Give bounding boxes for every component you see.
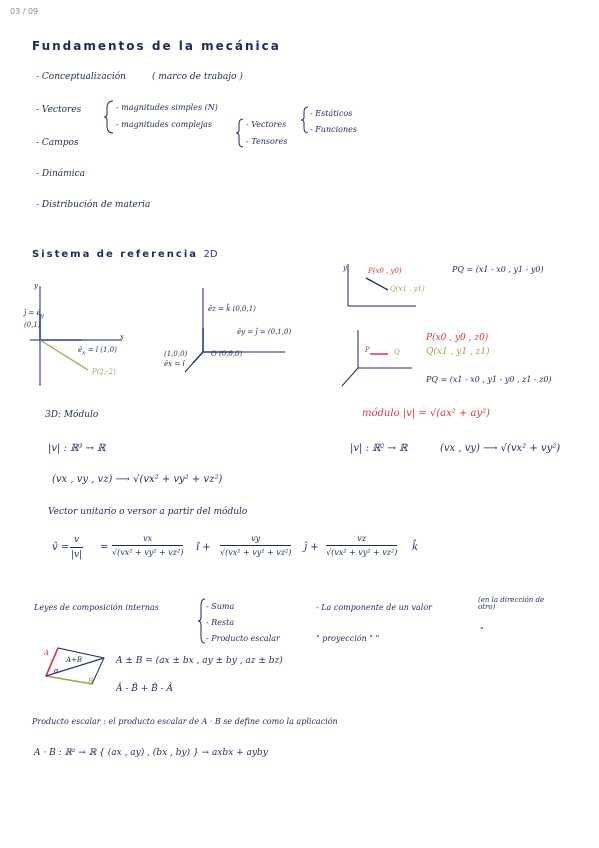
label-q-2d: Q(x1 , y1): [390, 285, 425, 293]
versor-frac-z: $\frac{vz}{\text{√(vx² + vy² + vz²)}}$: [326, 534, 398, 557]
producto-map: A · B : ℝ² → ℝ { (ax , ay) , (bx , by) } → axbx + ayby: [34, 748, 268, 758]
axis-y-pq: y: [343, 264, 347, 272]
item-estaticos: - Estáticos: [310, 109, 353, 118]
label-ex-coords: (1,0,0): [164, 350, 188, 358]
versor-k: k̂: [412, 542, 419, 553]
ley-suma: - Suma: [206, 602, 235, 611]
label-q-small: Q: [394, 348, 400, 356]
label-origin-3d: O (0,0,0): [211, 350, 243, 358]
page-number: 03 / 09: [10, 7, 39, 16]
versor-frac-x: $\frac{vx}{\text{√(vx² + vy² + vz²)}}$: [112, 534, 184, 557]
brace-complejas: [236, 118, 244, 148]
bullet-dinamica: - Dinámica: [36, 169, 85, 179]
label-point-p: P(2,-2): [92, 368, 116, 376]
label-p-2d: P(x0 , y0): [368, 267, 402, 275]
bullet-campos: - Campos: [36, 138, 79, 148]
label-modulo-3d: 3D: Módulo: [45, 410, 99, 420]
ley-resta: - Resta: [206, 618, 235, 627]
nota-proyeccion: " proyección " ": [316, 634, 380, 643]
versor-i: î +: [196, 542, 211, 553]
axis-x-2d: x: [120, 333, 124, 341]
bullet-note: ( marco de trabajo ): [152, 72, 243, 82]
label-ex-3d: êx = î: [164, 360, 185, 368]
figure-2d-axes: [30, 278, 150, 390]
modulo-map-3d: (vx , vy , vz) ⟶ √(vx² + vy² + vz²): [52, 474, 223, 485]
sum-equation: A ± B = (ax ± bx , ay ± by , az ± bz): [116, 656, 283, 666]
producto-def: Producto escalar : el producto escalar de A · B se define como la aplicación: [32, 717, 338, 726]
figure-parallelogram: [44, 644, 106, 686]
versor-lhs: v̂ =: [52, 542, 70, 553]
modulo-def-2d: |v| : ℝ² → ℝ: [350, 443, 408, 454]
versor-j: ĵ +: [304, 542, 319, 553]
brace-vectores: [104, 100, 114, 134]
label-j-coords: (0,1): [24, 321, 41, 329]
nota-quote: ": [480, 626, 484, 635]
brace-vectores-2: [301, 106, 309, 134]
bullet-conceptualizacion: - Conceptualización: [36, 72, 126, 82]
versor-eq: =: [100, 542, 109, 553]
para-label-a: A: [44, 649, 50, 657]
pq-formula-3d: PQ = (x1 - x0 , y1 - y0 , z1 - z0): [426, 375, 552, 384]
para-label-sum: A+B: [66, 656, 83, 664]
label-ez-3d: êz = k̂ (0,0,1): [208, 305, 256, 313]
ley-producto: - Producto escalar: [206, 634, 280, 643]
nota-componente-sup: (en la dirección de otro): [478, 596, 545, 611]
para-label-alpha: α: [54, 667, 59, 675]
brace-leyes: [198, 598, 206, 644]
bullet-distribucion: - Distribución de materia: [36, 200, 151, 210]
item-vectores: - Vectores: [246, 120, 287, 129]
label-q-3d: Q(x1 , y1 , z1): [426, 347, 490, 357]
modulo-red-formula: módulo |v| = √(ax² + ay²): [362, 408, 491, 419]
label-p-small: P: [365, 346, 370, 354]
modulo-def-3d: |v| : ℝ³ → ℝ: [48, 443, 106, 454]
leyes-intro: Leyes de composición internas: [34, 603, 159, 612]
section-title-referencia: Sistema de referencia 2D: [32, 249, 218, 260]
axis-y-2d: y: [34, 282, 38, 290]
versor-frac-y: $\frac{vy}{\text{√(vx² + vy² + vz²)}}$: [220, 534, 292, 557]
diff-equation: Â - B̂ + B̂ - Â: [116, 684, 174, 694]
label-ey-3d: êy = ĵ = (0,1,0): [237, 328, 292, 336]
page-title: Fundamentos de la mecánica: [32, 39, 281, 53]
label-p-3d: P(x0 , y0 , z0): [426, 333, 489, 343]
bullet-vectores: - Vectores: [36, 105, 82, 115]
versor-frac-v: $\frac{v}{|v|}$: [70, 535, 83, 560]
mag-complejas: - magnitudes complejas: [116, 120, 212, 129]
label-ex-2d: $ê_x$ = î (1,0): [78, 346, 117, 357]
label-j-2d: ĵ = $ê_y$: [24, 309, 44, 320]
pq-formula-2d: PQ = (x1 - x0 , y1 - y0): [452, 265, 544, 274]
mag-simples: - magnitudes simples (N): [116, 103, 218, 112]
nota-componente: - La componente de un valor: [316, 603, 432, 612]
figure-pq-3d: [340, 328, 420, 388]
para-label-b: B: [88, 677, 94, 685]
versor-intro: Vector unitario o versor a partir del módulo: [48, 507, 248, 517]
item-funciones: - Funciones: [310, 125, 357, 134]
modulo-map-2d: (vx , vy) ⟶ √(vx² + vy²): [440, 443, 561, 454]
item-tensores: - Tensores: [246, 137, 288, 146]
